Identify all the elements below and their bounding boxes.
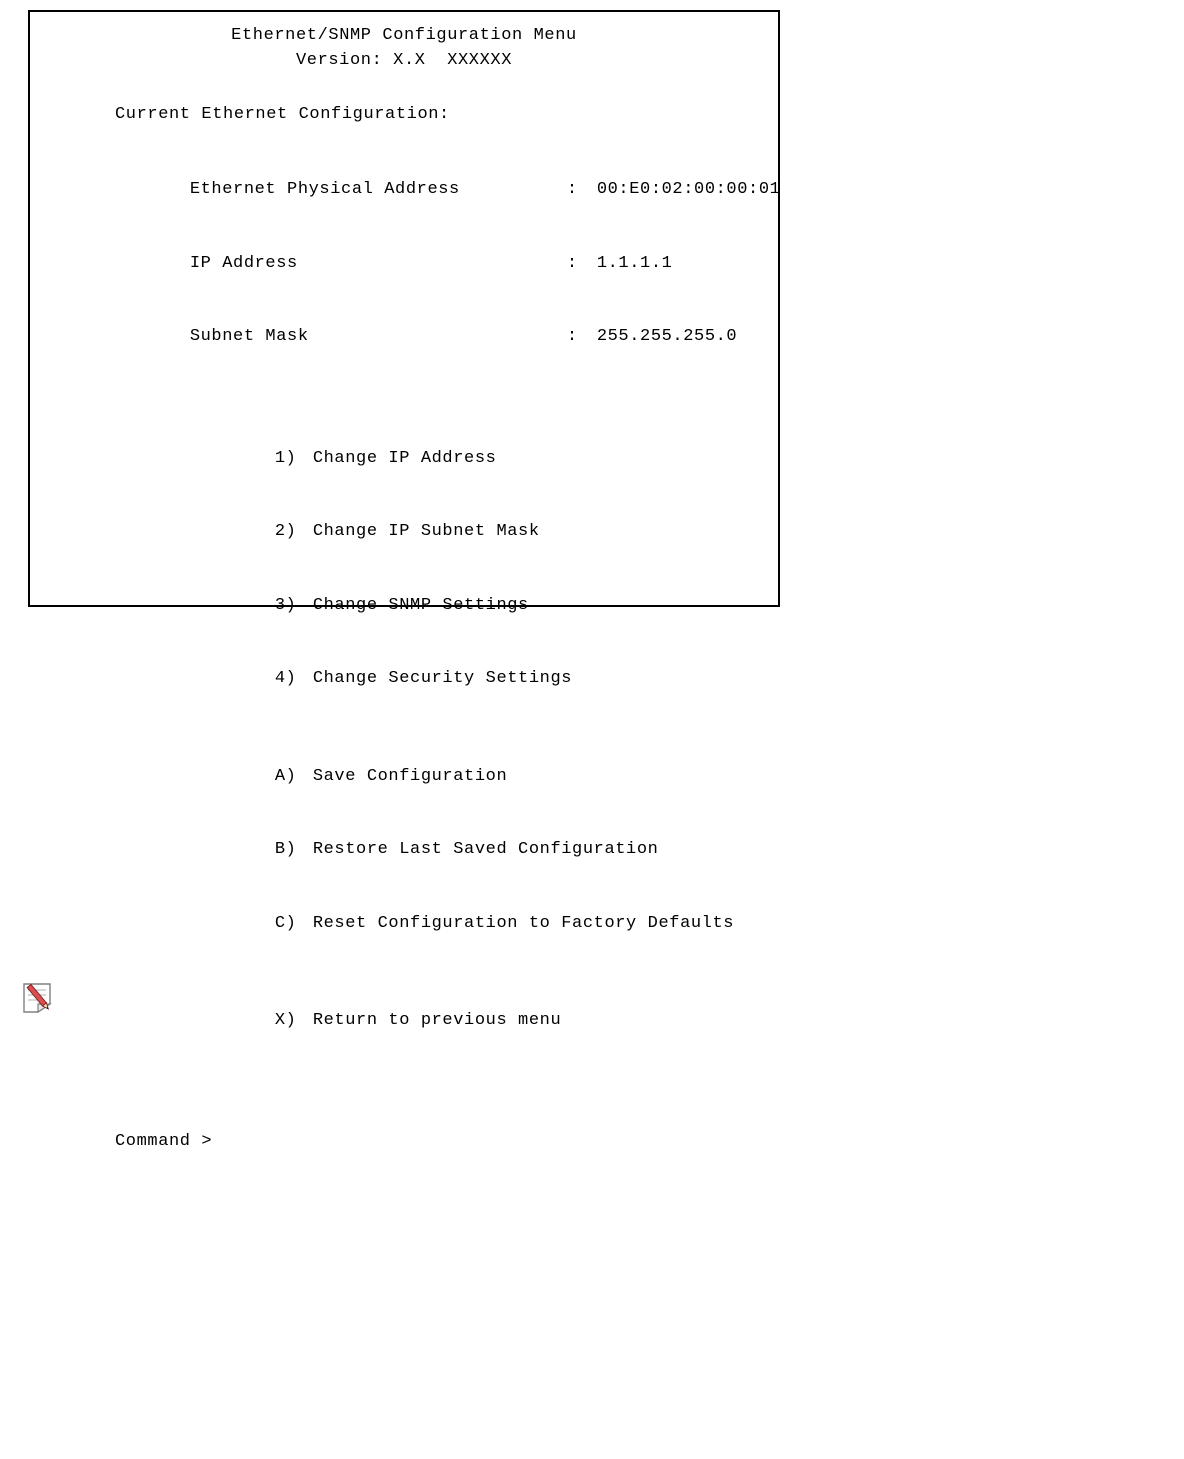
menu-item-return-to-previous-menu[interactable] [210, 985, 778, 1059]
menu-item-label: Restore Last Saved Configuration [312, 840, 659, 859]
menu-item-key: 2) [274, 522, 297, 541]
menu-item-save-configuration[interactable] [210, 740, 778, 814]
menu-item-label: Return to previous menu [312, 1011, 562, 1030]
table-row [125, 301, 778, 375]
menu-item-key: B) [274, 840, 297, 859]
config-separator: : [566, 180, 578, 199]
table-row [125, 227, 778, 301]
section-heading: Current Ethernet Configuration: [115, 105, 450, 124]
command-prompt[interactable]: Command > [115, 1132, 213, 1151]
menu-item-label: Change IP Address [312, 448, 497, 468]
table-row [125, 154, 781, 228]
menu-item-restore-last-saved-configuration[interactable] [210, 814, 778, 888]
menu-item-change-ip-address[interactable] [210, 422, 778, 496]
note-pencil-icon [20, 978, 60, 1018]
menu-item-label: Reset Configuration to Factory Defaults [312, 913, 735, 933]
menu-item-key: 3) [274, 595, 297, 615]
menu-item-change-security-settings[interactable] [210, 643, 778, 717]
menu-options [30, 422, 778, 1058]
terminal-title-block [30, 24, 778, 73]
config-value: 1.1.1.1 [596, 253, 673, 273]
menu-group-divider [210, 961, 778, 985]
current-configuration-table [30, 154, 781, 375]
menu-item-key: C) [274, 913, 297, 933]
version-line: Version: X.X XXXXXX [295, 50, 513, 70]
terminal-screen [28, 10, 781, 1151]
config-label: Ethernet Physical Address [189, 180, 460, 199]
menu-group-divider [210, 716, 778, 740]
menu-item-label: Change IP Subnet Mask [312, 522, 540, 541]
config-label: IP Address [189, 253, 298, 273]
config-value: 255.255.255.0 [596, 327, 738, 346]
menu-item-key: X) [274, 1011, 297, 1030]
config-value: 00:E0:02:00:00:01 [596, 180, 781, 199]
menu-title: Ethernet/SNMP Configuration Menu [231, 26, 577, 45]
menu-item-change-subnet-mask[interactable] [210, 496, 778, 570]
menu-item-reset-configuration-to-factory-defaults[interactable] [210, 887, 778, 961]
menu-item-key: 4) [274, 669, 297, 688]
config-separator: : [566, 327, 578, 346]
menu-item-label: Change Security Settings [312, 669, 573, 688]
menu-item-key: 1) [274, 448, 297, 468]
menu-item-label: Change SNMP Settings [312, 595, 529, 615]
menu-item-key: A) [274, 766, 297, 786]
config-separator: : [566, 253, 578, 273]
menu-item-label: Save Configuration [312, 766, 508, 786]
config-label: Subnet Mask [189, 327, 309, 346]
menu-item-change-snmp-settings[interactable] [210, 569, 778, 643]
